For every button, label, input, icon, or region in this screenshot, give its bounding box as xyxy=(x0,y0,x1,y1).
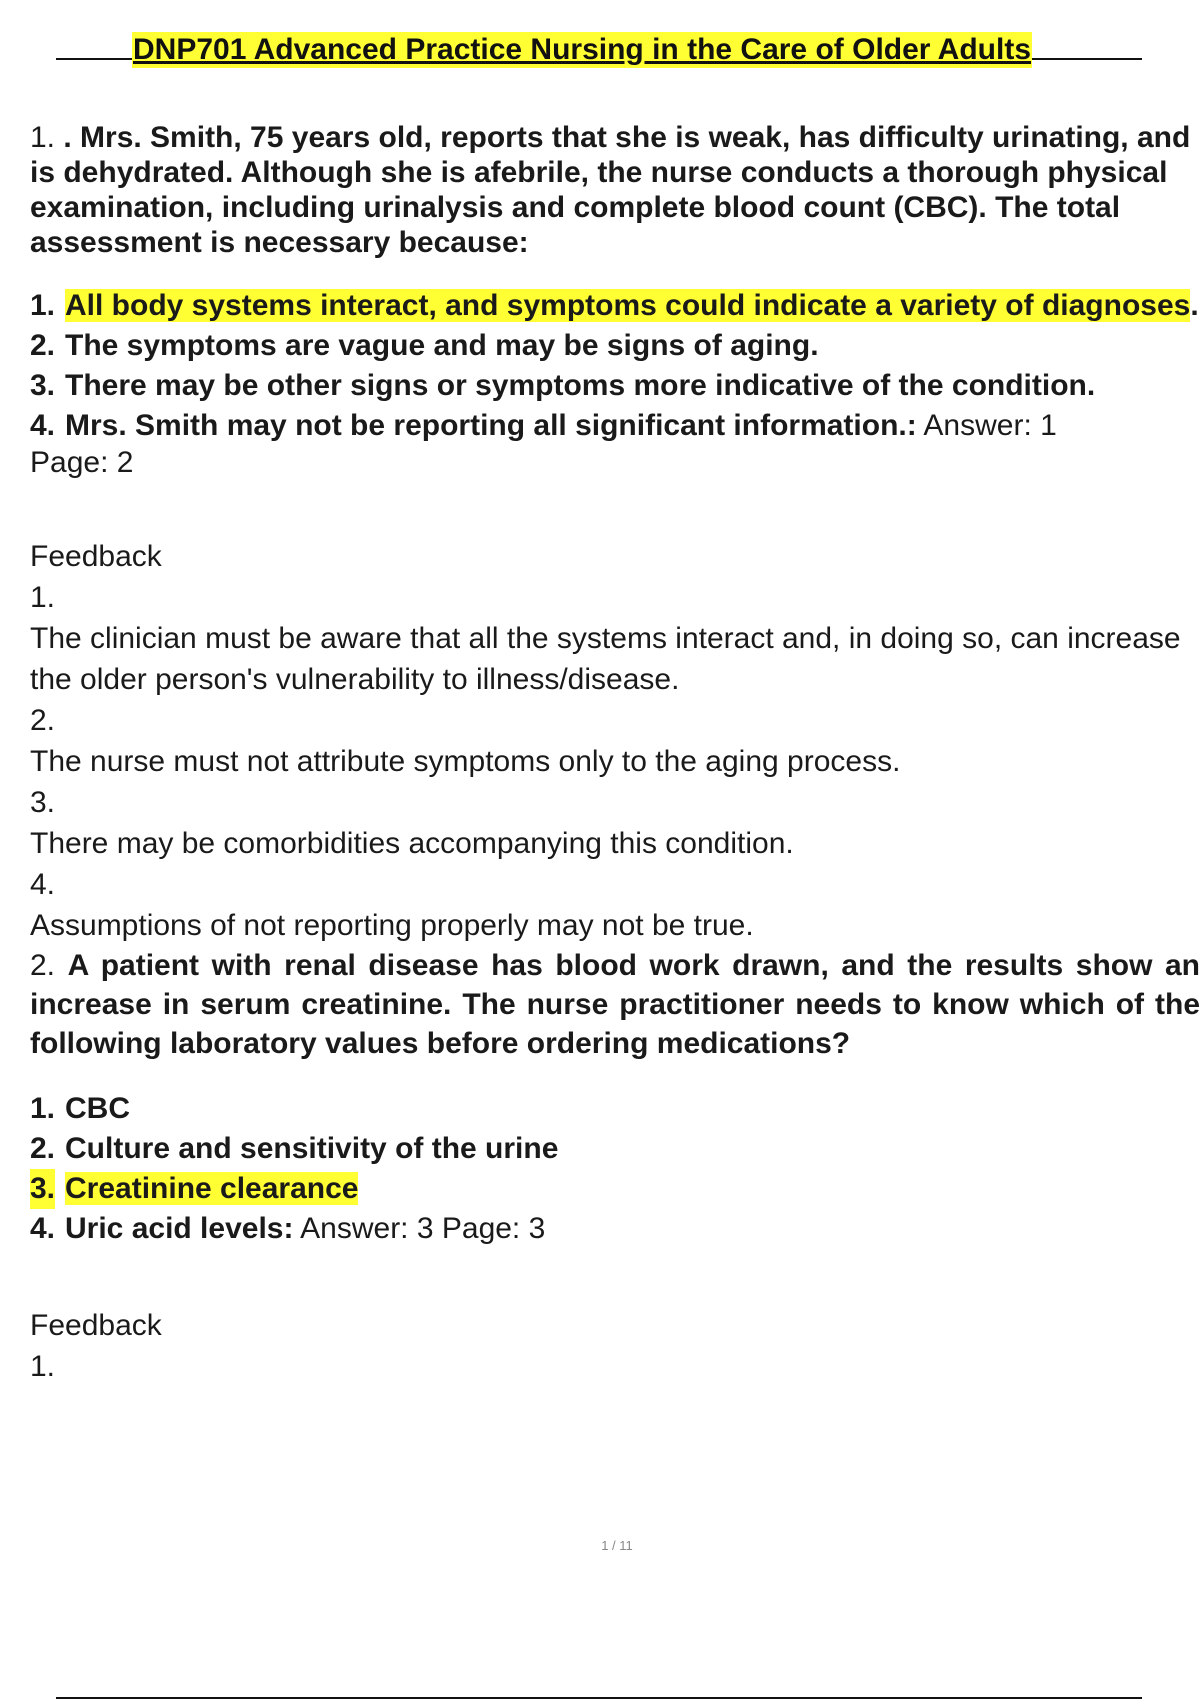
question-1-option-2 xyxy=(30,326,1200,366)
question-2-text: A patient with renal disease has blood work drawn, and the results show an increase in serum creatinine. The nurse practitioner needs to know which of the following laboratory values before ordering medications? xyxy=(30,949,1200,1060)
question-1-text: . Mrs. Smith, 75 years old, reports that she is weak, has difficulty urinating, and is dehydrated. Although she is afebrile, the nurse conducts a thorough physical examination, including urinalysis and complete blood count (CBC). The total assessment is necessary because: xyxy=(30,121,1191,259)
document-title: DNP701 Advanced Practice Nursing in the Care of Older Adults xyxy=(133,33,1032,66)
option-number: 3. xyxy=(30,369,56,402)
question-1-option-4 xyxy=(30,406,1200,446)
q2-feedback-1-number: 1. xyxy=(30,1350,56,1383)
option-text: Mrs. Smith may not be reporting all significant information.: xyxy=(65,409,917,442)
option-text: Uric acid levels: xyxy=(65,1212,294,1245)
option-text: The symptoms are vague and may be signs of aging. xyxy=(65,329,819,362)
feedback-4-text: Assumptions of not reporting properly may not be true. xyxy=(30,909,754,942)
question-2-option-1 xyxy=(30,1089,1200,1129)
question-1-number: 1. xyxy=(30,121,64,154)
question-2-option-4 xyxy=(30,1209,1200,1249)
question-2-option-3 xyxy=(30,1169,1200,1209)
answer-text: Answer: 1 xyxy=(916,409,1057,442)
feedback-1-text: The clinician must be aware that all the systems interact and, in doing so, can increase the older person's vulnerability to illness/disease. xyxy=(30,622,1181,696)
option-text: There may be other signs or symptoms more indicative of the condition. xyxy=(65,369,1096,402)
option-number: 4. xyxy=(30,409,56,442)
document-content xyxy=(30,120,1200,1387)
answer-text: Answer: 3 Page: 3 xyxy=(293,1212,546,1245)
option-text: CBC xyxy=(65,1092,130,1125)
option-suffix: . xyxy=(1190,289,1199,322)
question-2-stem xyxy=(30,946,1200,1063)
option-number: 1. xyxy=(30,289,56,322)
option-number: 1. xyxy=(30,1092,56,1125)
feedback-2-number: 2. xyxy=(30,704,56,737)
feedback-2-text: The nurse must not attribute symptoms only to the aging process. xyxy=(30,745,901,778)
question-2-option-2 xyxy=(30,1129,1200,1169)
option-number: 4. xyxy=(30,1212,56,1245)
page-indicator: 1 / 11 xyxy=(601,1538,633,1553)
option-number-highlighted: 3. xyxy=(30,1169,55,1209)
option-number: 2. xyxy=(30,329,56,362)
option-number: 2. xyxy=(30,1132,56,1165)
question-1-page-ref: Page: 2 xyxy=(30,446,134,479)
question-2-feedback-label: Feedback xyxy=(30,1309,162,1342)
question-1-option-3 xyxy=(30,366,1200,406)
question-1-feedback-label: Feedback xyxy=(30,540,162,573)
option-text-highlighted: All body systems interact, and symptoms could indicate a variety of diagnoses xyxy=(65,289,1191,322)
question-1-option-1 xyxy=(30,286,1200,326)
option-text: Culture and sensitivity of the urine xyxy=(65,1132,559,1165)
question-2-number: 2. xyxy=(30,949,68,982)
title-row xyxy=(56,32,1142,72)
feedback-1-number: 1. xyxy=(30,581,56,614)
feedback-3-text: There may be comorbidities accompanying this condition. xyxy=(30,827,794,860)
question-1-options xyxy=(30,286,1200,446)
option-text-highlighted: Creatinine clearance xyxy=(65,1172,359,1205)
feedback-4-number: 4. xyxy=(30,868,56,901)
feedback-3-number: 3. xyxy=(30,786,56,819)
question-2-options xyxy=(30,1089,1200,1249)
bottom-rule xyxy=(56,1697,1142,1699)
question-1-stem xyxy=(30,120,1200,260)
